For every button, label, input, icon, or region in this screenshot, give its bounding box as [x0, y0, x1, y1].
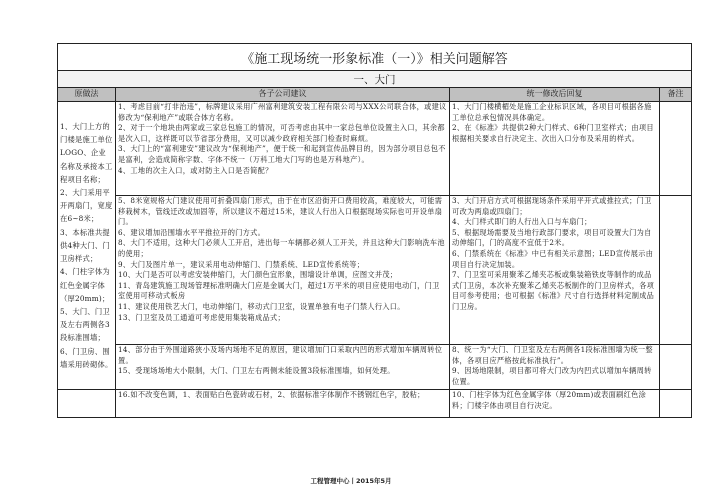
original-practice-item: 5、大门、门卫及左右两侧各3段标准围墙；: [60, 306, 110, 343]
section-heading: 一、大门: [58, 71, 692, 88]
table-row: [58, 390, 692, 418]
reply-cell: [450, 102, 660, 196]
table-header-row: [58, 88, 692, 102]
suggestion-item: 15、受现场场地大小限制，大门、门卫左右两侧未能设置3段标准围墙，如何处理。: [118, 366, 395, 376]
reply-cell: [450, 345, 660, 390]
reply-item: 6、门禁系统在《标准》中已有相关示意图；LED宣传展示由项目自行决定加装。: [452, 248, 654, 269]
column-header-suggestions: 各子公司建议: [116, 88, 450, 102]
page-footer: 工程管理中心丨2015年5月: [310, 477, 392, 485]
suggestion-item: 10、大门是否可以考虑安装伸缩门，大门颜色宜形象，围墙设计单调，应图文并茂；: [118, 270, 398, 280]
column-header-reply: 统一修改后回复: [450, 88, 660, 102]
suggestion-item: 14、部分由于外围道路狭小及场内场地不足的原因，建议增加门口采取内凹的形式增加车辆周转位置。: [118, 345, 443, 365]
original-practice-cell-empty: [58, 390, 116, 418]
original-practice-item: 6、门卫房、围墙采用砖砌体。: [60, 346, 113, 369]
faq-table: [57, 43, 692, 418]
column-header-original: 原做法: [58, 88, 116, 102]
remark-cell: [660, 196, 692, 345]
suggestion-item: 6、建议增加沿围墙水平平推拉开的门方式。: [118, 227, 266, 237]
reply-item: 1、大门门楼横楣处是施工企业标识区域，各项目可根据各施工单位总承包情况具体确定。: [452, 102, 652, 122]
remark-cell: [660, 345, 692, 390]
reply-item: 4、大门样式即门的人行出入口与车扇门；: [452, 217, 592, 227]
suggestions-cell: [116, 345, 450, 390]
original-practice-item: 1、大门上方的门楼是施工单位LOGO、企业名称及承接本工程项目名称；: [60, 122, 113, 184]
remark-cell: [660, 390, 692, 418]
reply-item: 7、门卫室可采用聚苯乙烯夹芯板或集装箱铁皮等制作的成品式门卫房，本次补充聚苯乙烯夹芯板制作的门卫房样式，各项目可参考使用；也可根据《标准》尺寸自行选择材料定制成品门卫房。: [452, 270, 655, 311]
table-row: [58, 345, 692, 390]
original-practice-item: 2、大门采用平开两扇门，宽度在6~8米；: [60, 188, 113, 224]
suggestion-item: 9、大门及图片单一，建议采用电动伸缩门、门禁系统、LED宣传系统等；: [118, 259, 365, 269]
suggestion-item: 5、8米宽规格大门建议使用可折叠四扇门形式，由于在市区沿街开口费用较高，难度较大，可能需移栽树木，管线迁改或加固等，所以建议不超过15米，建议人行出入口根据现场实际也可开设单扇门。: [118, 196, 443, 227]
suggestion-item: 8、大门不适用，这种大门必须人工开启，进出每一车辆都必须人工开关，并且这种大门影响洗车池的使用；: [118, 238, 445, 258]
table-row: [58, 102, 692, 196]
suggestions-cell: [116, 390, 450, 418]
reply-cell: [450, 196, 660, 345]
suggestion-item: 16.如不改变色调，1、表面贴白色瓷砖或石材，2、依据标准字体制作不锈钢红色字，胶粘；: [118, 390, 425, 399]
suggestion-item: 11、建议使用铁艺大门，电动伸缩门，移动式门卫室，设置单独有电子门禁人行入口。: [118, 301, 405, 311]
reply-cell: [450, 390, 660, 418]
remark-cell: [660, 102, 692, 196]
suggestion-item: 11、青岛建筑施工现场管理标准明确大门应是金属大门，超过1万平米的项目应使用电动门，门卫室使用可移动式板房: [118, 280, 440, 301]
original-practice-cell: [58, 102, 116, 390]
suggestions-cell: [116, 196, 450, 345]
reply-item: 9、因场地限制，项目都可将大门改为内凹式以增加车辆周转位置。: [452, 366, 652, 386]
reply-item: 3、大门开启方式可根据现场条件采用平开式或推拉式；门卫可改为两扇或四扇门；: [452, 196, 652, 216]
suggestion-item: 3、大门上的“富利建安”建议改为“保利地产”，便于统一和起到宣传品牌目的，因为部分项目总包不是富利，会造成简称字数、字体不统一（万科工地大门写的也是万科地产）。: [118, 144, 446, 164]
table-row: [58, 196, 692, 345]
suggestion-item: 1、考虑目前“打非治违”，标牌建议采用广州富利建筑安装工程有限公司与XXX公司联合体，或建议修改为“保利地产”或联合体方名称。: [118, 102, 447, 122]
document-page: [57, 43, 691, 418]
original-practice-item: 4、门柱字体为红色金属字体（厚20mm)；: [60, 267, 110, 303]
suggestion-item: 2、对于一个地块由两家或三家总包施工的情况，可否考虑由其中一家总包单位设置主入口，其余都是次入口，这样既可以节省部分费用，又可以减少政府相关部门检查时麻烦。: [118, 123, 445, 143]
suggestion-item: 13、门卫室及员工通道可考虑使用集装箱成品式；: [118, 312, 285, 322]
suggestions-cell: [116, 102, 450, 196]
suggestion-item: 4、工地的次主入口，或对防主入口是否简配？: [118, 165, 273, 175]
reply-item: 2、在《标准》共提供2种大门样式、6种门卫室样式；由项目根据相关要求自行决定主、次出入口分布及采用的样式。: [452, 123, 654, 143]
reply-item: 8、统一为“大门、门卫室及左右两侧各1段标准围墙为统一整体，各项目应严格按此标准执行”。: [452, 345, 653, 365]
reply-item: 5、根据现场需要及当地行政部门要求，项目可设置大门为自动伸缩门，门的高度不宜低于2米。: [452, 227, 652, 248]
document-title: 《施工现场统一形象标准（一）》相关问题解答: [58, 44, 692, 71]
reply-item: 10、门柱字体为红色金属字体（厚20mm)或表面刷红色涂料；门楼字体由项目自行决定。: [452, 390, 647, 410]
column-header-remark: 备注: [660, 88, 692, 102]
original-practice-item: 3、本标准共提供4种大门、门卫房样式；: [60, 227, 110, 264]
